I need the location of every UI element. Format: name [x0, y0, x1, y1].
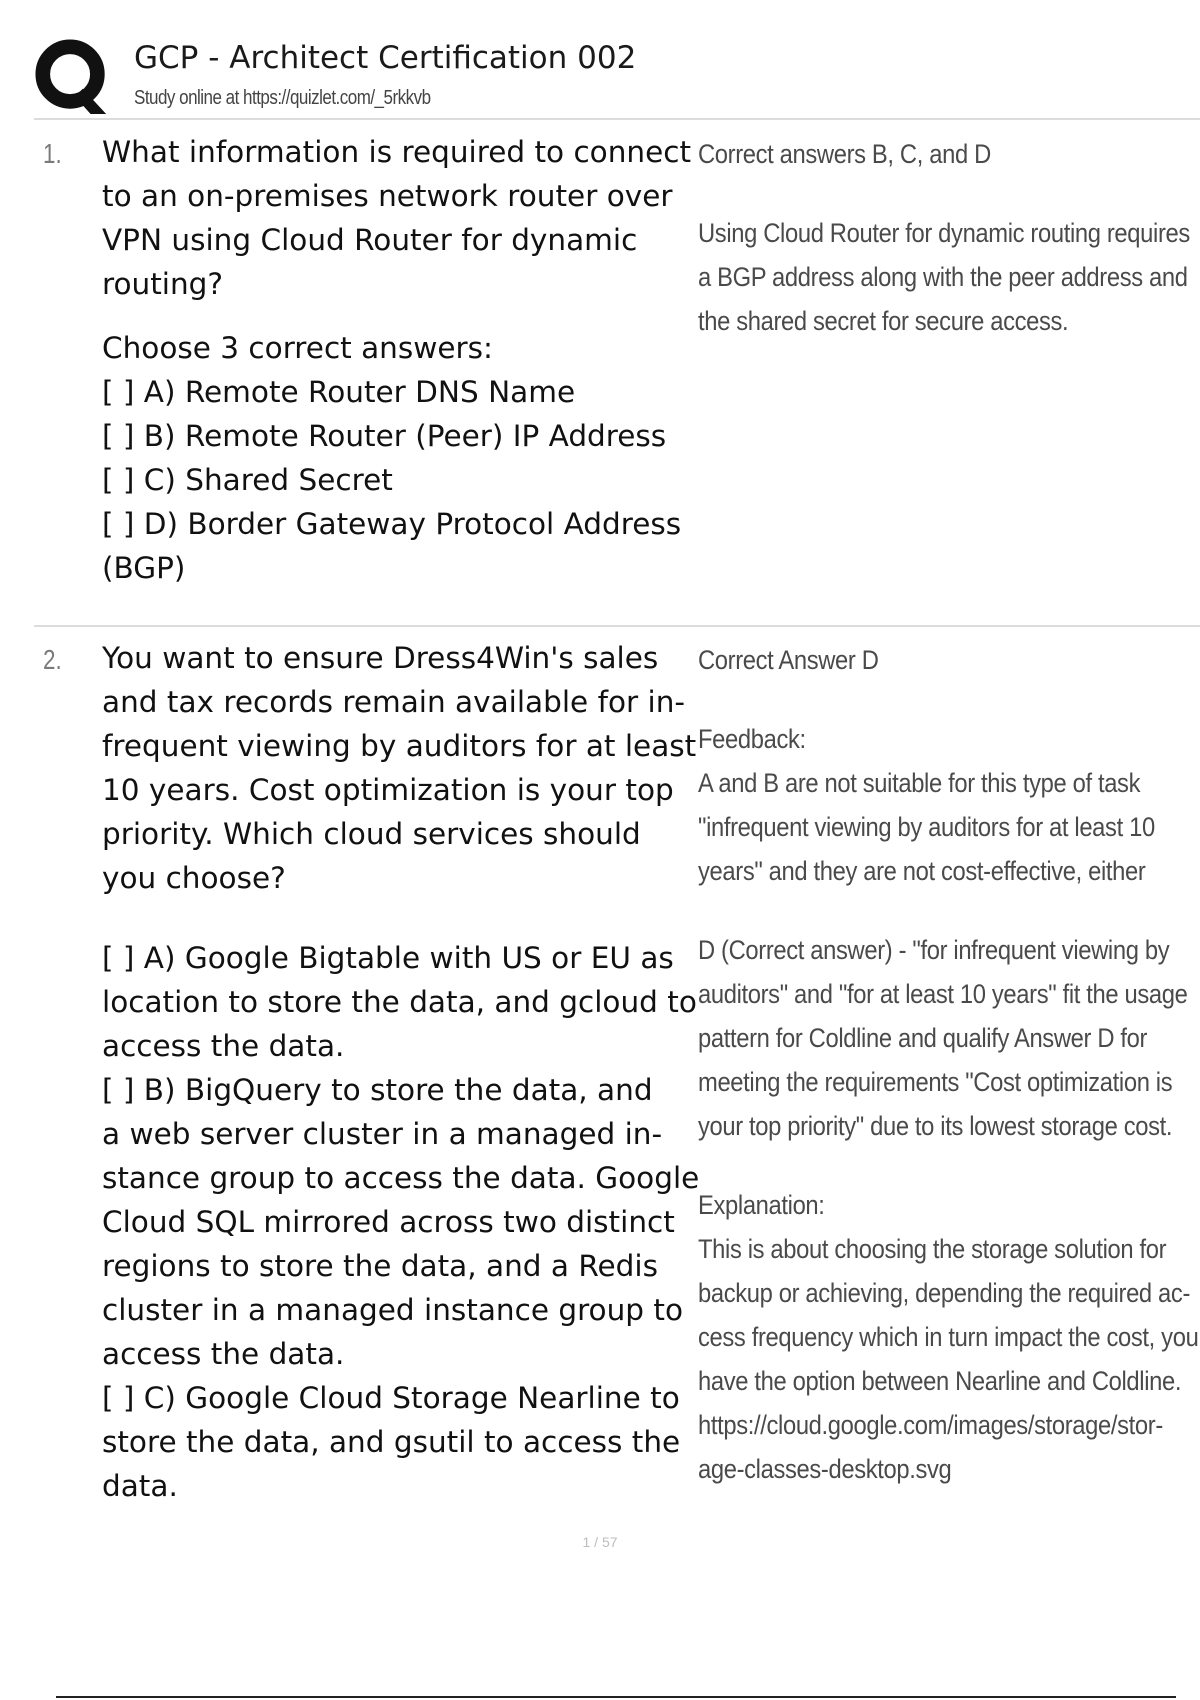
feedback-label: Feedback: [698, 724, 806, 754]
question-line: routing? [102, 267, 224, 301]
answer-heading: Correct Answer D [698, 645, 879, 675]
explanation-line: backup or achieving, depending the required ac- [698, 1278, 1191, 1308]
answer-line: meeting the requirements "Cost optimization is [698, 1067, 1173, 1097]
question-text [102, 130, 712, 590]
question-line: You want to ensure Dress4Win's sales [102, 641, 659, 675]
answer-option: [ ] A) Google Bigtable with US or EU as [102, 941, 674, 975]
card-number: 1. [43, 138, 62, 169]
quizlet-logo-icon [34, 38, 112, 116]
explanation-link[interactable]: age-classes-desktop.svg [698, 1454, 952, 1484]
answer-option: [ ] C) Shared Secret [102, 463, 393, 497]
explanation-link[interactable]: https://cloud.google.com/images/storage/stor- [698, 1410, 1163, 1440]
answer-option: a web server cluster in a managed in- [102, 1117, 663, 1151]
feedback-line: years" and they are not cost-effective, either [698, 856, 1146, 886]
question-line: What information is required to connect [102, 135, 692, 169]
answer-option: access the data. [102, 1337, 345, 1371]
answer-option: location to store the data, and gcloud to [102, 985, 697, 1019]
feedback-line: A and B are not suitable for this type of task [698, 768, 1141, 798]
explanation-line: have the option between Nearline and Coldline. [698, 1366, 1182, 1396]
document-title: GCP - Architect Certification 002 [134, 40, 637, 76]
card-divider [34, 625, 1200, 627]
question-line: frequent viewing by auditors for at least [102, 729, 697, 763]
answer-option: Cloud SQL mirrored across two distinct [102, 1205, 675, 1239]
header [34, 30, 1200, 120]
answer-option: [ ] B) BigQuery to store the data, and [102, 1073, 653, 1107]
question-line: priority. Which cloud services should [102, 817, 641, 851]
answer-line: a BGP address along with the peer address and [698, 262, 1188, 292]
question-line: and tax records remain available for in- [102, 685, 686, 719]
explanation-label: Explanation: [698, 1190, 825, 1220]
answer-option: (BGP) [102, 551, 186, 585]
answer-option: cluster in a managed instance group to [102, 1293, 684, 1327]
card-number: 2. [43, 644, 62, 675]
answer-option: stance group to access the data. Google [102, 1161, 700, 1195]
answer-option: regions to store the data, and a Redis [102, 1249, 658, 1283]
bottom-rule [56, 1696, 1176, 1698]
answer-heading: Correct answers B, C, and D [698, 139, 991, 169]
answer-line: the shared secret for secure access. [698, 306, 1069, 336]
feedback-line: "infrequent viewing by auditors for at least 10 [698, 812, 1155, 842]
answer-option: [ ] C) Google Cloud Storage Nearline to [102, 1381, 680, 1415]
question-line: you choose? [102, 861, 286, 895]
explanation-line: cess frequency which in turn impact the cost, you [698, 1322, 1199, 1352]
answer-text [698, 638, 1200, 1491]
explanation-line: This is about choosing the storage solution for [698, 1234, 1167, 1264]
answer-text [698, 132, 1200, 343]
answer-line: auditors" and "for at least 10 years" fit the usage [698, 979, 1188, 1009]
answer-option: [ ] A) Remote Router DNS Name [102, 375, 576, 409]
question-line: 10 years. Cost optimization is your top [102, 773, 674, 807]
answer-line: Using Cloud Router for dynamic routing requires [698, 218, 1190, 248]
answer-option: store the data, and gsutil to access the [102, 1425, 681, 1459]
answer-option: data. [102, 1469, 178, 1503]
answer-line: D (Correct answer) - "for infrequent viewing by [698, 935, 1170, 965]
answer-line: your top priority" due to its lowest storage cost. [698, 1111, 1173, 1141]
question-prompt: Choose 3 correct answers: [102, 331, 493, 365]
question-text [102, 636, 712, 1508]
answer-line: pattern for Coldline and qualify Answer D for [698, 1023, 1148, 1053]
study-online-link[interactable]: Study online at https://quizlet.com/_5rkkvb [134, 87, 431, 109]
answer-option: [ ] B) Remote Router (Peer) IP Address [102, 419, 667, 453]
question-line: to an on-premises network router over [102, 179, 673, 213]
header-divider [34, 118, 1200, 120]
question-line: VPN using Cloud Router for dynamic [102, 223, 638, 257]
page-number: 1 / 57 [582, 1534, 618, 1550]
answer-option: [ ] D) Border Gateway Protocol Address [102, 507, 682, 541]
answer-option: access the data. [102, 1029, 345, 1063]
